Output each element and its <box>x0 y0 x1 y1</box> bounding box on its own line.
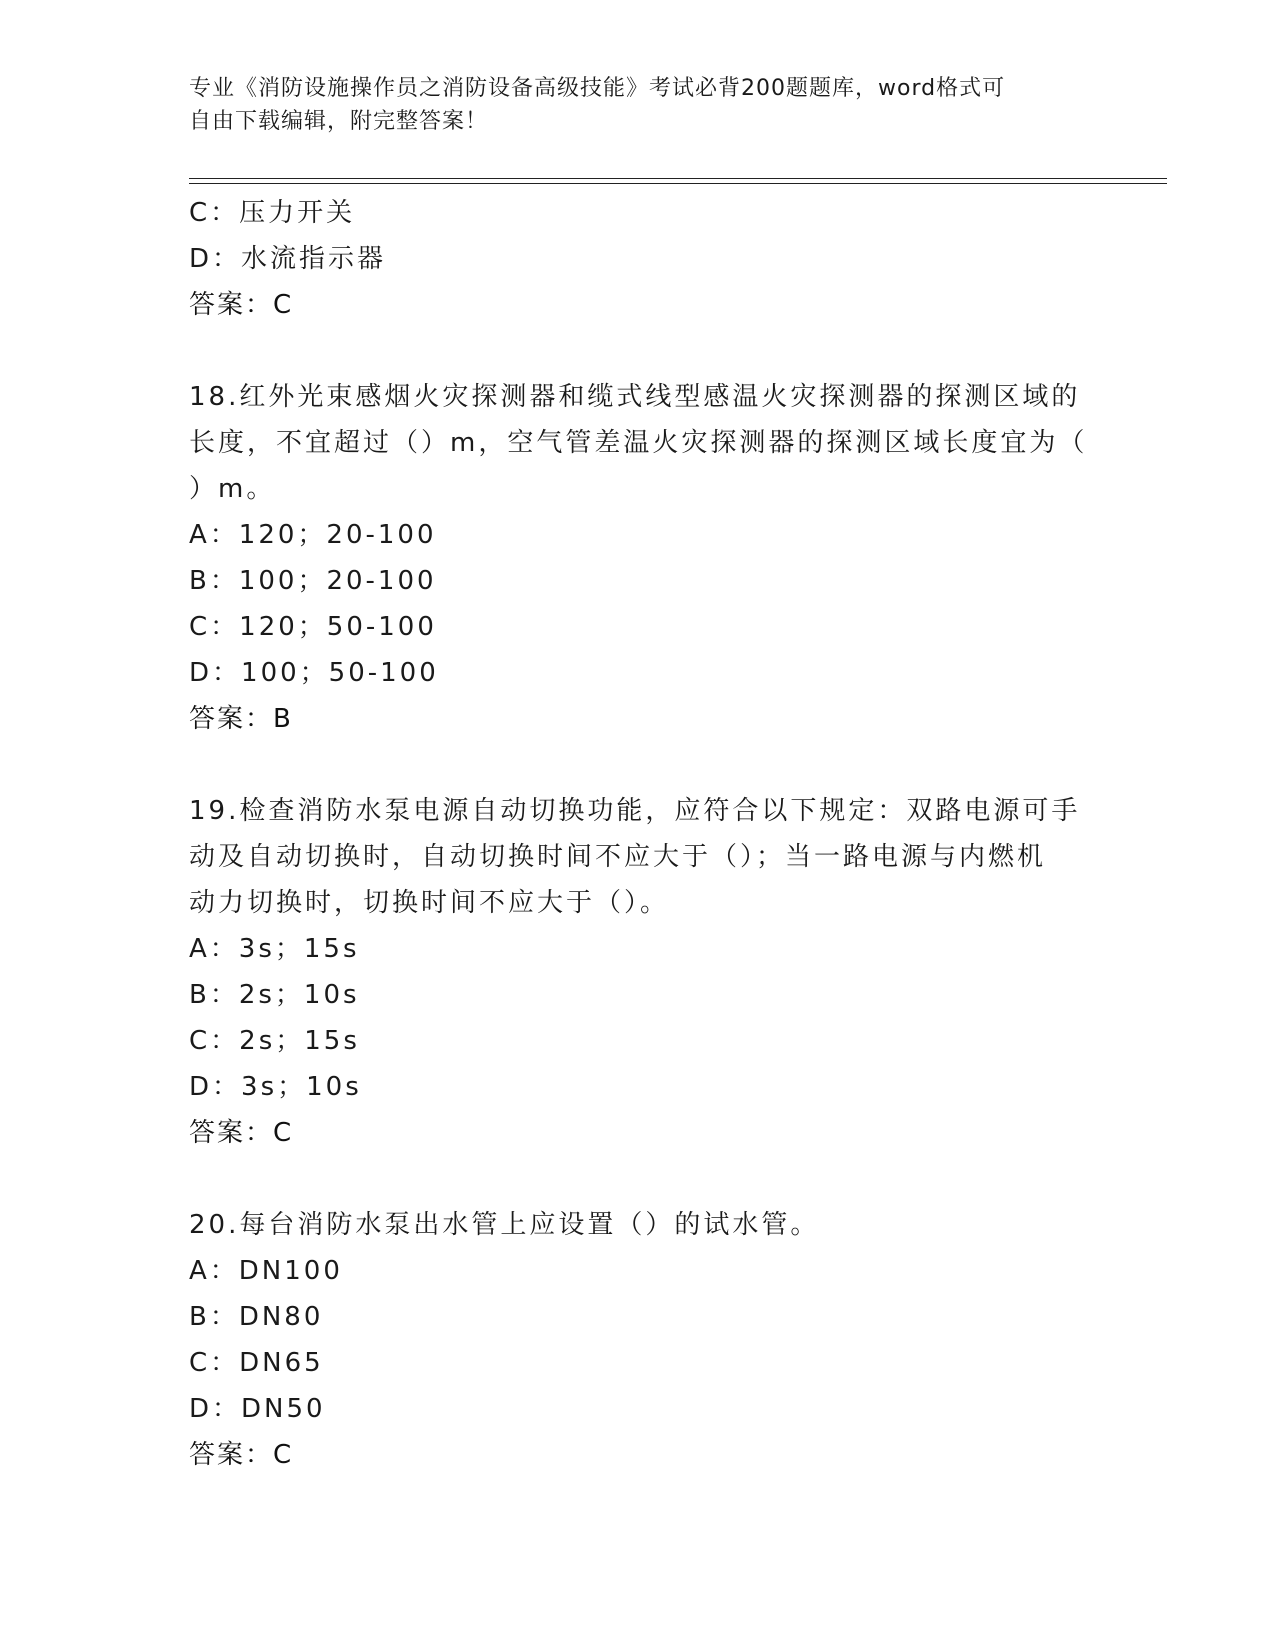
header-divider-bottom <box>189 183 1167 184</box>
answer-label: 答案： <box>189 290 274 320</box>
answer-value: C <box>273 1440 294 1470</box>
option-b: B：2s；10s <box>189 980 360 1010</box>
option-c: C：压力开关 <box>189 198 356 228</box>
question-stem-line: 20.每台消防水泵出水管上应设置（）的试水管。 <box>189 1210 820 1240</box>
question-stem-line: 长度，不宜超过（）m，空气管差温火灾探测器的探测区域长度宜为（ <box>189 428 1088 458</box>
answer-label: 答案： <box>189 1118 274 1148</box>
option-a: A：3s；15s <box>189 934 360 964</box>
question-stem-line: 18.红外光束感烟火灾探测器和缆式线型感温火灾探测器的探测区域的 <box>189 382 1081 412</box>
option-d: D：3s；10s <box>189 1072 362 1102</box>
question-stem-line: 19.检查消防水泵电源自动切换功能，应符合以下规定：双路电源可手 <box>189 796 1081 826</box>
prev-question <box>189 190 1089 328</box>
option-d: D：水流指示器 <box>189 244 387 274</box>
option-b: B：DN80 <box>189 1302 324 1332</box>
header-line-2: 自由下载编辑，附完整答案！ <box>189 109 489 134</box>
page-header <box>189 72 1089 138</box>
answer-label: 答案： <box>189 704 274 734</box>
option-c: C：2s；15s <box>189 1026 360 1056</box>
question-stem-line: ）m。 <box>189 474 276 504</box>
answer-line <box>189 282 1089 328</box>
answer-value: C <box>273 290 294 320</box>
document-body <box>189 190 1089 1478</box>
answer-value: B <box>273 704 293 734</box>
option-d: D：100；50-100 <box>189 658 439 688</box>
answer-line <box>189 1432 1089 1478</box>
option-a: A：120；20-100 <box>189 520 437 550</box>
answer-value: C <box>273 1118 294 1148</box>
question-stem-line: 动力切换时，切换时间不应大于（）。 <box>189 888 670 918</box>
answer-line <box>189 1110 1089 1156</box>
question-stem-line: 动及自动切换时，自动切换时间不应大于（）；当一路电源与内燃机 <box>189 842 1047 872</box>
question-19 <box>189 788 1089 1156</box>
question-20 <box>189 1202 1089 1478</box>
header-divider-top <box>189 178 1167 179</box>
option-c: C：120；50-100 <box>189 612 437 642</box>
header-line-1: 专业《消防设施操作员之消防设备高级技能》考试必背200题题库，word格式可 <box>189 76 1006 101</box>
option-a: A：DN100 <box>189 1256 343 1286</box>
answer-line <box>189 696 1089 742</box>
option-b: B：100；20-100 <box>189 566 437 596</box>
option-d: D：DN50 <box>189 1394 326 1424</box>
answer-label: 答案： <box>189 1440 274 1470</box>
question-18 <box>189 374 1089 742</box>
option-c: C：DN65 <box>189 1348 324 1378</box>
